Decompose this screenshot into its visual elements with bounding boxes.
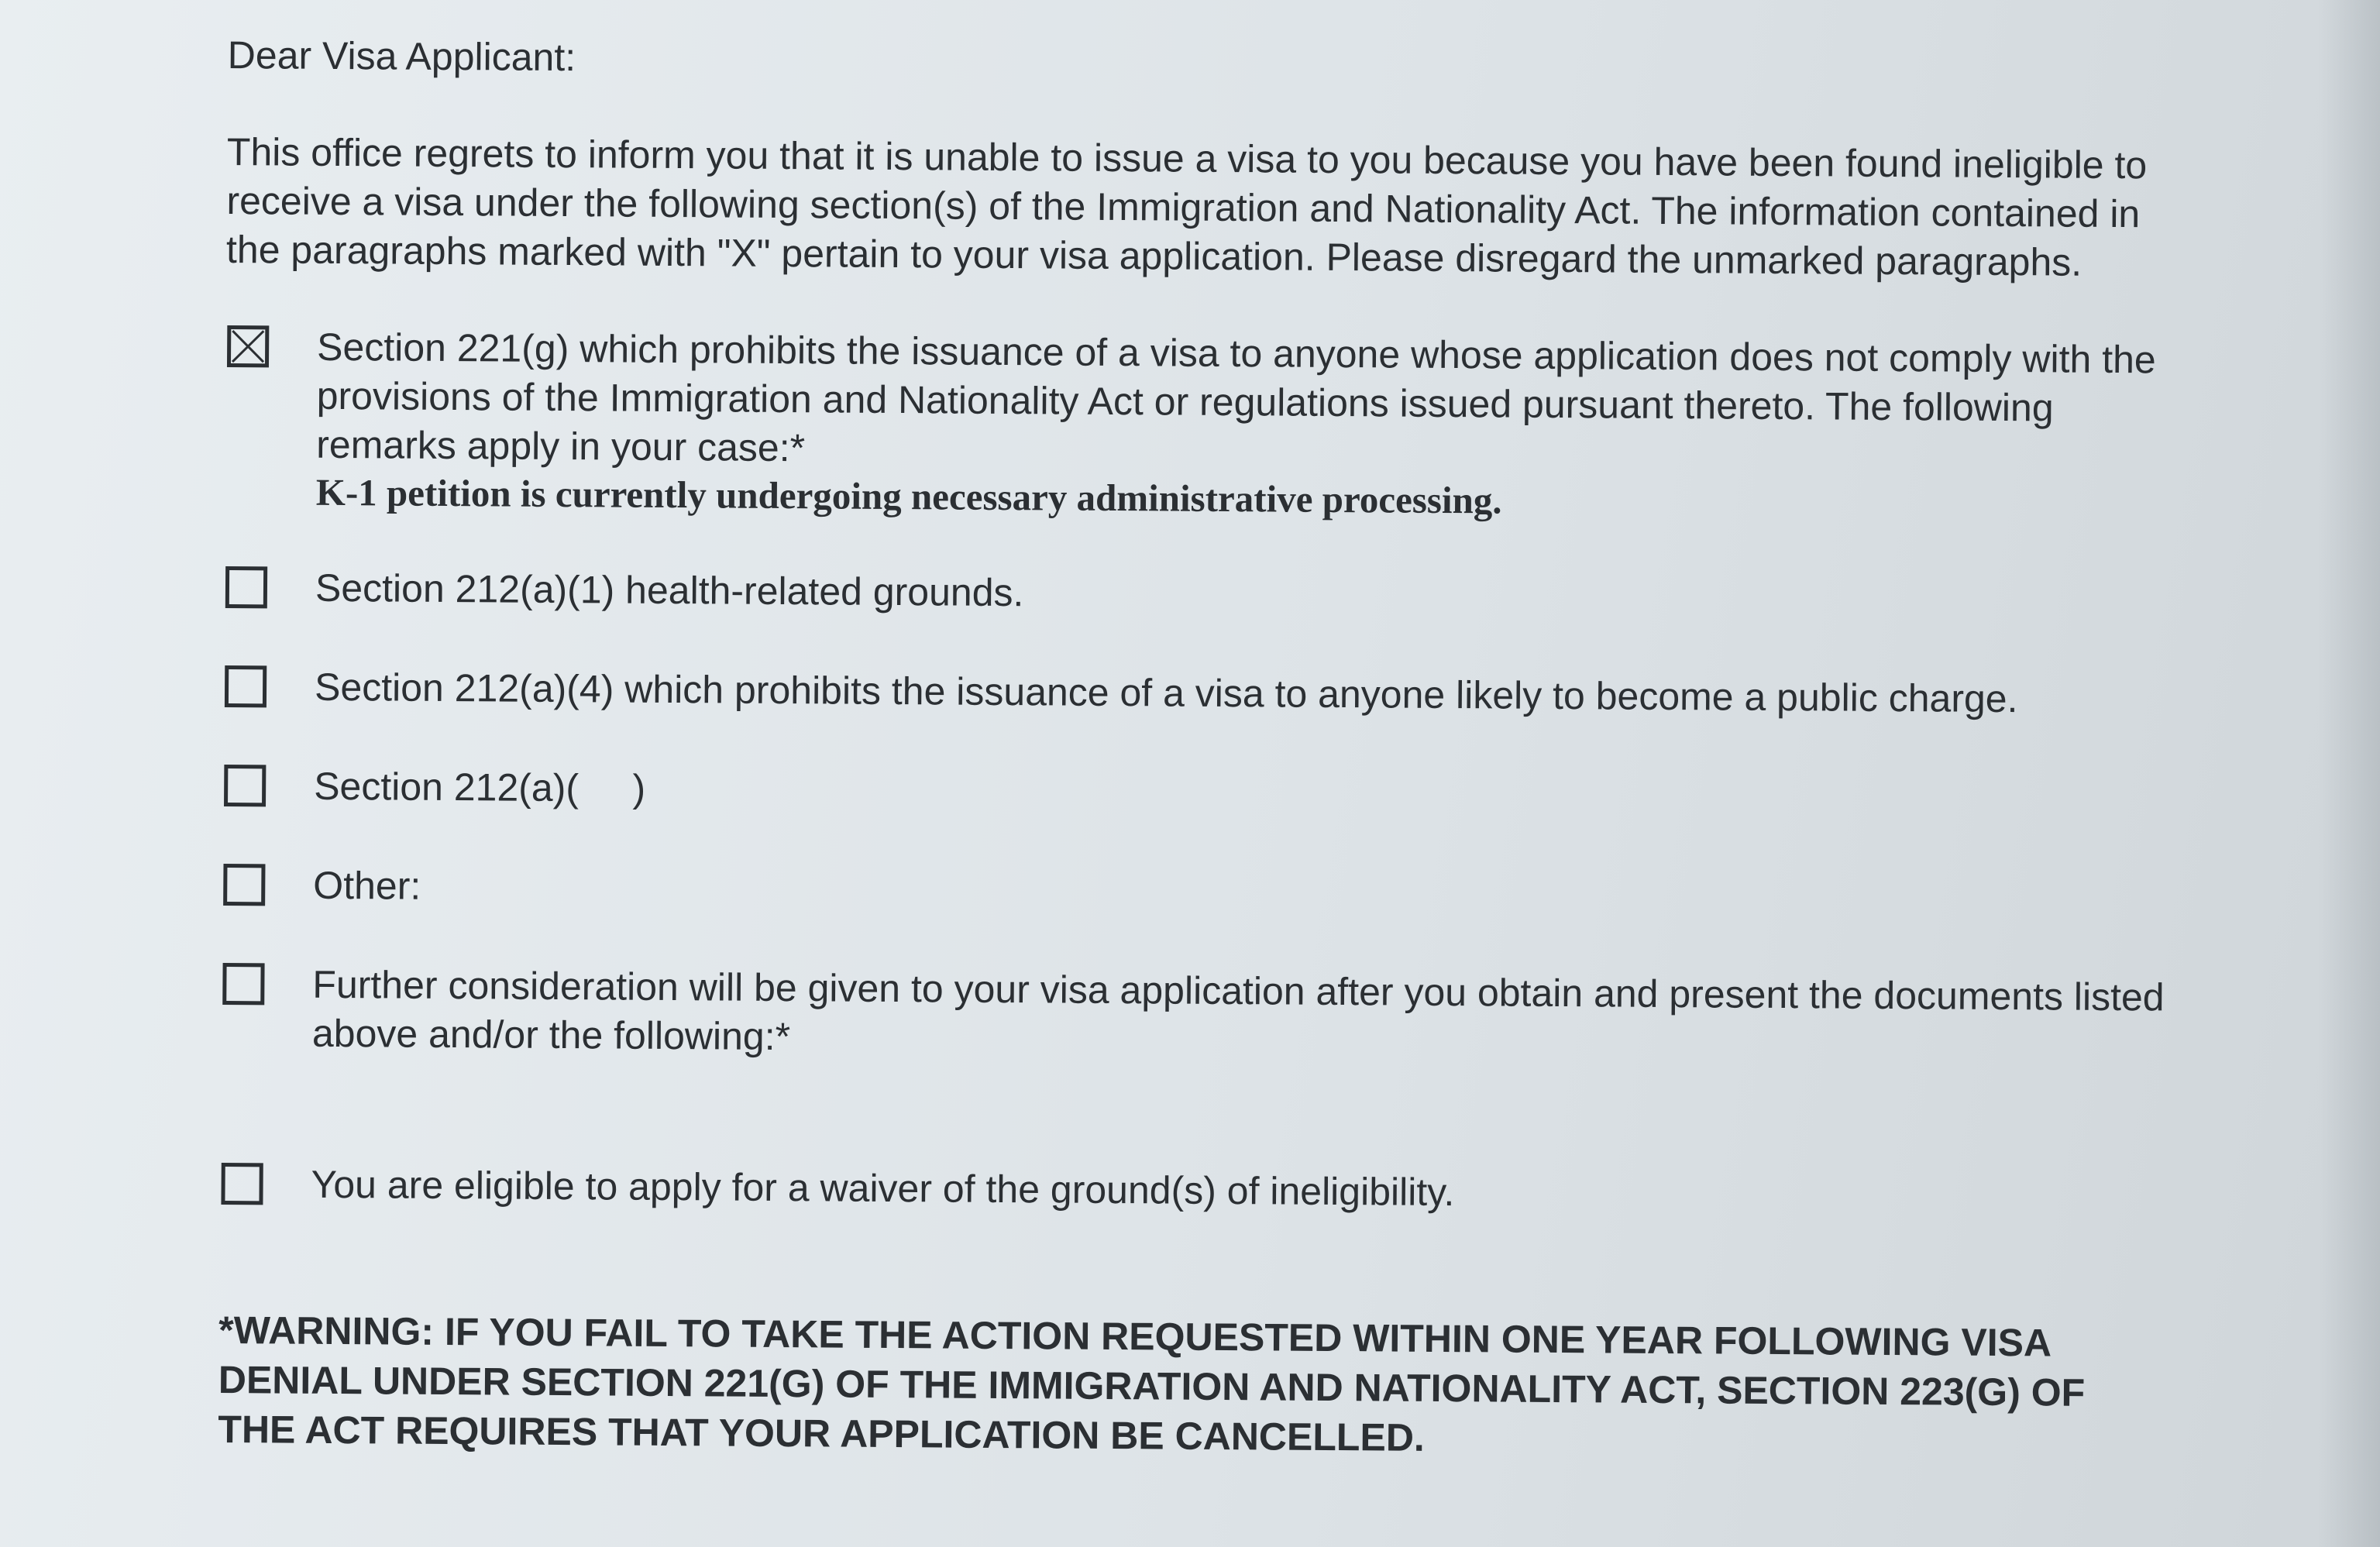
item-section-212a4 [223,662,2191,727]
intro-paragraph: This office regrets to inform you that it is unable to issue a visa to you because you have been found ineligible to receive a visa under the following section(s) of the Immigration and Nationality Act. The information contained in the paragraphs marked with "X" pertain to your visa application. Please disregard the unmarked paragraphs. [225,129,2148,284]
empty-box-icon [223,864,265,906]
warning-paragraph: *WARNING: IF YOU FAIL TO TAKE THE ACTION REQUESTED WITHIN ONE YEAR FOLLOWING VISA DENIAL UNDER SECTION 221(G) OF THE IMMIGRATION AND NATIONALITY ACT, SECTION 223(G) OF THE ACT REQUIRES THAT YOUR APPLICATION BE CANCELLED. [218,1308,2086,1459]
item-text: Section 212(a)(1) health-related grounds. [315,566,1024,615]
item-text: Other: [313,863,421,908]
item-section-212a1 [224,563,2192,628]
item-text: Further consideration will be given to your visa application after you obtain and present the documents listed above and/or the following:* [311,962,2165,1059]
item-section-212a-blank [222,761,2190,827]
x-mark-icon [231,329,265,363]
item-text: Section 221(g) which prohibits the issuance of a visa to anyone whose application does not comply with the provisions of the Immigration and Nationality Act or regulations issued pursuant thereto. The following remarks apply in your case:* [316,325,2156,470]
item-text: You are eligible to apply for a waiver of the ground(s) of ineligibility. [311,1162,1455,1215]
refusal-letter [218,31,2196,1468]
empty-box-icon [222,963,264,1005]
checked-box-icon [227,325,269,367]
remark-text: K-1 petition is currently undergoing necessary administrative processing. [315,470,1502,522]
item-section-221g [225,322,2194,529]
empty-box-icon [224,765,266,806]
item-further-consideration [221,960,2189,1071]
item-text: Section 212(a)( ) [314,764,646,810]
greeting: Dear Visa Applicant: [227,33,576,80]
item-waiver [219,1160,2187,1225]
empty-box-icon [221,1163,263,1205]
empty-box-icon [225,665,267,707]
item-other [222,861,2189,926]
empty-box-icon [225,566,267,608]
item-text: Section 212(a)(4) which prohibits the issuance of a visa to anyone likely to become a public charge. [314,665,2018,721]
